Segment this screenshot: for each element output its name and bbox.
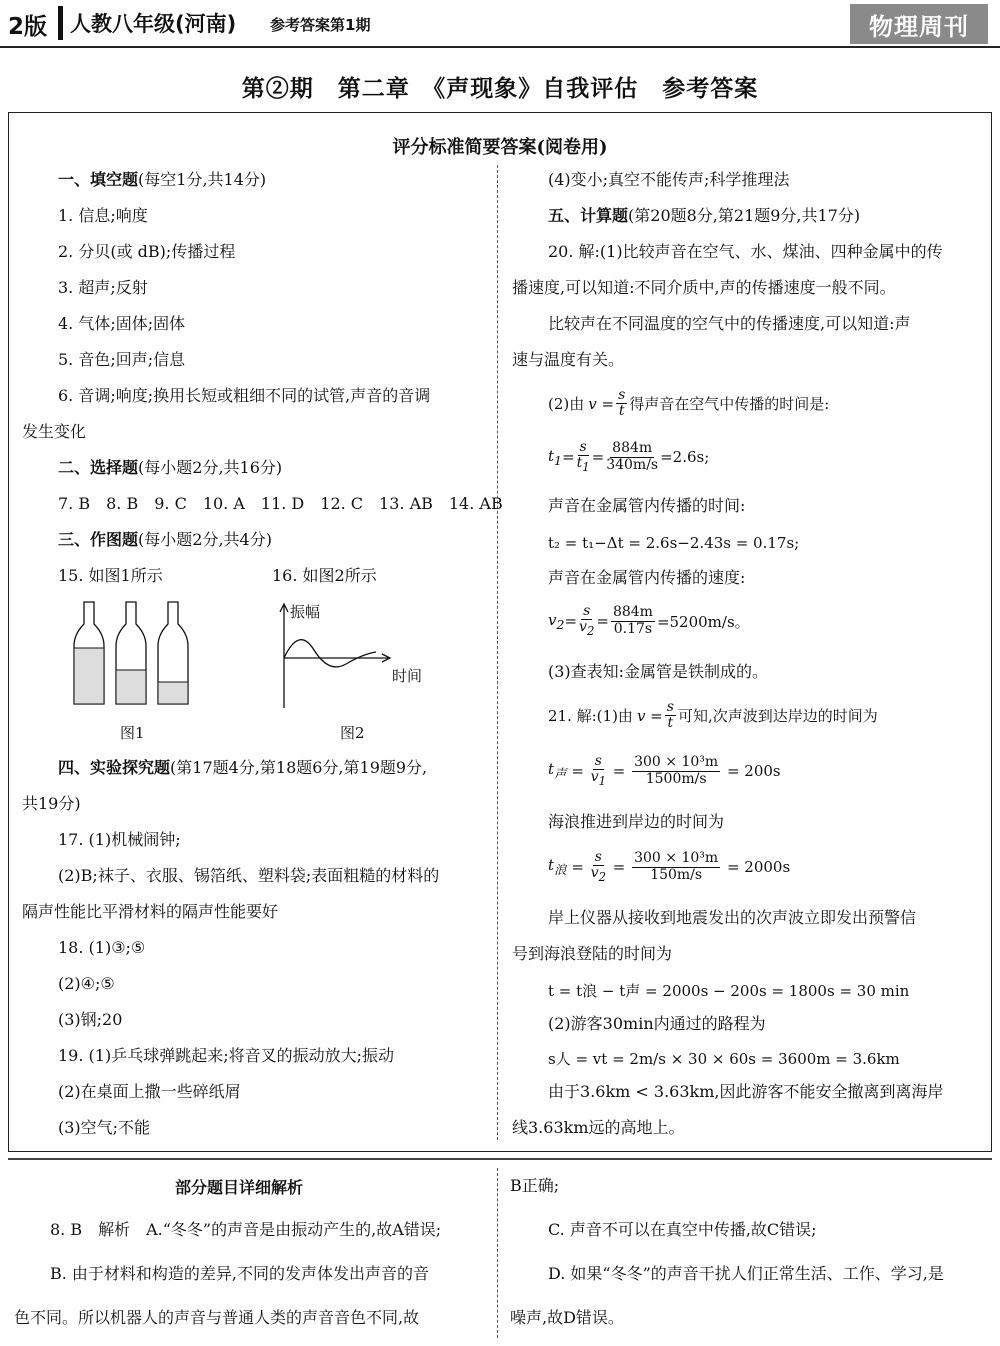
sec5-heading: 五、计算题(第20题8分,第21题9分,共17分) bbox=[548, 206, 861, 225]
analysis-title: 部分题目详细解析 bbox=[175, 1178, 304, 1197]
sec4-heading-cont: 共19分) bbox=[22, 794, 81, 813]
formula-t-warning: t = t浪 − t声 = 2000s − 200s = 1800s = 30 min bbox=[548, 982, 910, 1000]
answer-18-3: (3)钢;20 bbox=[58, 1010, 123, 1029]
analysis-line-1: 8. B 解析 A.“冬冬”的声音是由振动产生的,故A错误; bbox=[50, 1220, 442, 1239]
answer-20-2: 比较声在不同温度的空气中的传播速度,可以知道:声 bbox=[548, 314, 911, 333]
analysis-right-1: B正确; bbox=[510, 1176, 560, 1195]
analysis-line-3: 色不同。所以机器人的声音与普通人类的声音音色不同,故 bbox=[14, 1308, 420, 1327]
answer-20-1-cont: 播速度,可以知道:不同介质中,声的传播速度一般不同。 bbox=[512, 278, 896, 297]
page-title: 第②期 第二章 《声现象》自我评估 参考答案 bbox=[241, 75, 759, 102]
answer-20-6: (3)查表知:金属管是铁制成的。 bbox=[548, 662, 769, 681]
answer-17-1: 17. (1)机械闹钟; bbox=[58, 830, 181, 849]
answer-20-3: (2)由 v = $\frac{s}{t}$ 得声音在空气中传播的时间是: bbox=[548, 387, 830, 420]
answer-17-2: (2)B;袜子、衣服、锡箔纸、塑料袋;表面粗糙的材料的 bbox=[58, 866, 440, 885]
answer-20-4: 声音在金属管内传播的时间: bbox=[548, 496, 746, 515]
answer-21-2: 海浪推进到岸边的时间为 bbox=[548, 812, 725, 831]
formula-t-sound: $t_声$ = $\frac{s}{v_1}$ = $\frac{\text{300 × 10³m}}{1500m/s}$ = 200s bbox=[548, 753, 781, 789]
paper-name: 人教八年级(河南) bbox=[70, 12, 237, 36]
figure-2-label: 图2 bbox=[340, 724, 365, 742]
analysis-right-3: D. 如果“冬冬”的声音干扰人们正常生活、工作、学习,是 bbox=[548, 1264, 944, 1283]
sec2-heading: 二、选择题(每小题2分,共16分) bbox=[58, 458, 283, 477]
answer-18-1: 18. (1)③;⑤ bbox=[58, 938, 146, 957]
answer-3: 3. 超声;反射 bbox=[58, 278, 148, 297]
analysis-right-2: C. 声音不可以在真空中传播,故C错误; bbox=[548, 1220, 817, 1239]
answer-19-1: 19. (1)乒乓球弹跳起来;将音叉的振动放大;振动 bbox=[58, 1046, 394, 1065]
analysis-line-2: B. 由于材料和构造的差异,不同的发声体发出声音的音 bbox=[50, 1264, 430, 1283]
analysis-right-4: 噪声,故D错误。 bbox=[510, 1308, 624, 1327]
answer-21-3-cont: 号到海浪登陆的时间为 bbox=[512, 944, 673, 963]
formula-t-wave: $t_浪$ = $\frac{s}{v_2}$ = $\frac{\text{300 × 10³m}}{150m/s}$ = 2000s bbox=[548, 849, 791, 885]
figure-1-bottles bbox=[70, 598, 200, 710]
brand-badge: 物理周刊 bbox=[850, 4, 988, 44]
answer-5: 5. 音色;回声;信息 bbox=[58, 350, 186, 369]
answer-19-2: (2)在桌面上撒一些碎纸屑 bbox=[58, 1082, 241, 1101]
bottom-column-divider bbox=[497, 1168, 498, 1338]
sec4-heading: 四、实验探究题(第17题4分,第18题6分,第19题9分, bbox=[58, 758, 428, 777]
section-rule bbox=[8, 1158, 992, 1160]
answer-19-4: (4)变小;真空不能传声;科学推理法 bbox=[548, 170, 790, 189]
answer-6: 6. 音调;响度;换用长短或粗细不同的试管,声音的音调 bbox=[58, 386, 431, 405]
figure-2-x-axis-label: 时间 bbox=[392, 667, 423, 685]
formula-s-person: s人 = vt = 2m/s × 30 × 60s = 3600m = 3.6km bbox=[548, 1050, 900, 1068]
answer-20-5: 声音在金属管内传播的速度: bbox=[548, 568, 746, 587]
header-divider bbox=[58, 6, 63, 40]
figure-1-label: 图1 bbox=[120, 724, 145, 742]
answer-20-2-cont: 速与温度有关。 bbox=[512, 350, 625, 369]
answer-4: 4. 气体;固体;固体 bbox=[58, 314, 186, 333]
answer-18-2: (2)④;⑤ bbox=[58, 974, 115, 993]
answer-21-5-cont: 线3.63km远的高地上。 bbox=[512, 1118, 685, 1137]
answer-1: 1. 信息;响度 bbox=[58, 206, 148, 225]
answer-15: 15. 如图1所示 bbox=[58, 566, 163, 585]
answer-21-1: 21. 解:(1)由 v = $\frac{s}{t}$ 可知,次声波到达岸边的时间为 bbox=[548, 699, 878, 732]
column-divider bbox=[497, 165, 498, 1140]
choice-answers: 7. B 8. B 9. C 10. A 11. D 12. C 13. AB 14. AB bbox=[58, 494, 503, 513]
answer-20-1: 20. 解:(1)比较声音在空气、水、煤油、四种金属中的传 bbox=[548, 242, 943, 261]
figure-2-y-axis-label: 振幅 bbox=[290, 603, 321, 621]
answer-19-3: (3)空气;不能 bbox=[58, 1118, 151, 1137]
sec3-heading: 三、作图题(每小题2分,共4分) bbox=[58, 530, 272, 549]
answer-6-cont: 发生变化 bbox=[22, 422, 87, 441]
answer-2: 2. 分贝(或 dB);传播过程 bbox=[58, 242, 236, 261]
answer-17-2-cont: 隔声性能比平滑材料的隔声性能要好 bbox=[22, 902, 279, 921]
answer-21-3: 岸上仪器从接收到地震发出的次声波立即发出预警信 bbox=[548, 908, 917, 927]
answer-21-4: (2)游客30min内通过的路程为 bbox=[548, 1014, 766, 1033]
header-subtitle: 参考答案第1期 bbox=[270, 16, 371, 34]
sec1-heading: 一、填空题(每空1分,共14分) bbox=[58, 170, 267, 189]
answer-21-5: 由于3.6km < 3.63km,因此游客不能安全撤离到离海岸 bbox=[548, 1082, 944, 1101]
formula-v2: $v_2$ = $\frac{s}{v_2}$ = $\frac{884m}{0.17s}$ =5200m/s。 bbox=[548, 603, 750, 639]
box-title: 评分标准简要答案(阅卷用) bbox=[392, 137, 608, 158]
formula-t2: t₂ = t₁−Δt = 2.6s−2.43s = 0.17s; bbox=[548, 534, 800, 552]
edition-label: 2版 bbox=[8, 14, 48, 40]
answer-16: 16. 如图2所示 bbox=[272, 566, 377, 585]
header-rule bbox=[0, 46, 1000, 48]
formula-t1: $t_1$ = $\frac{s}{t_1}$ = $\frac{884m}{340m/s}$ =2.6s; bbox=[548, 439, 710, 475]
